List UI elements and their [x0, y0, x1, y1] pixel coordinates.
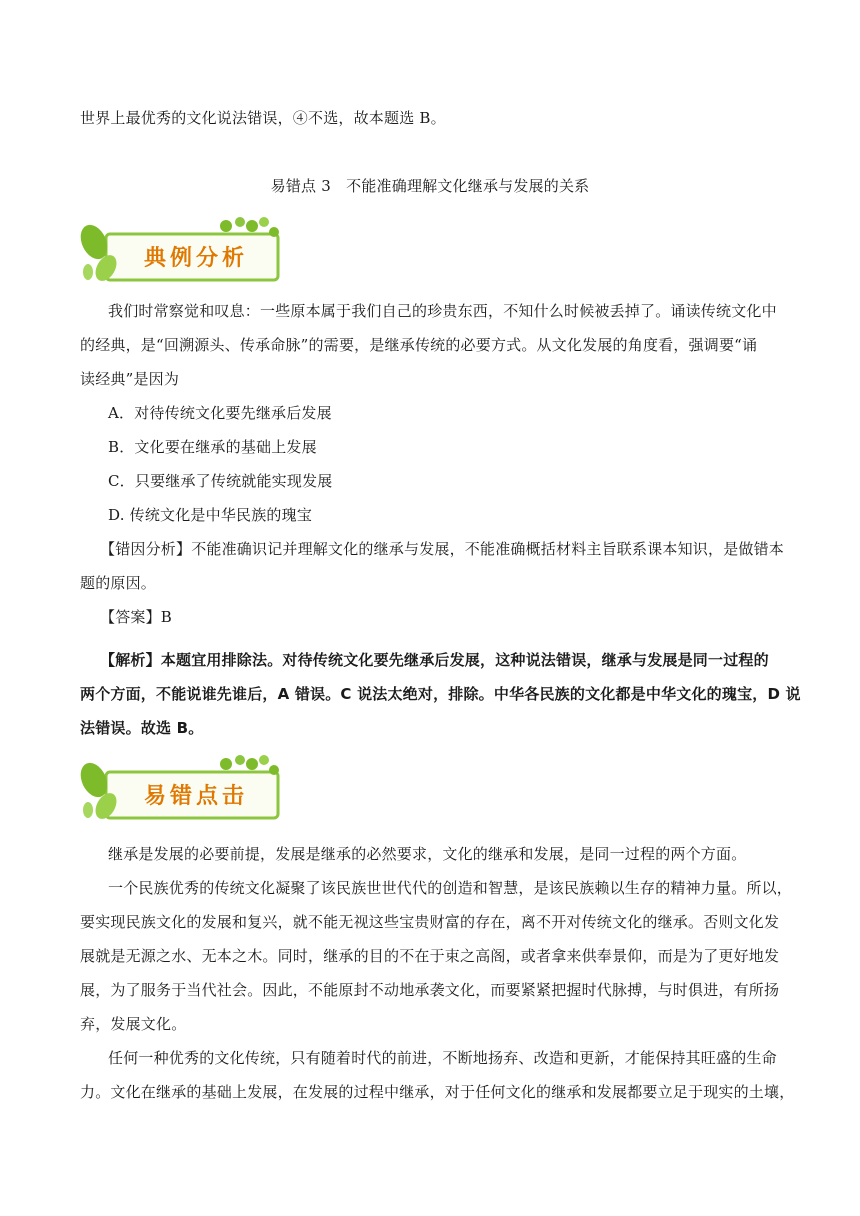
error-analysis-line: 【错因分析】不能准确识记并理解文化的继承与发展，不能准确概括材料主旨联系课本知识，是做错本	[100, 540, 785, 558]
option-b: B．文化要在继承的基础上发展	[108, 438, 317, 456]
error-prone-banner	[76, 750, 286, 826]
explanation-line: 法错误。故选 B。	[80, 719, 204, 737]
notes-line: 一个民族优秀的传统文化凝聚了该民族世世代代的创造和智慧，是该民族赖以生存的精神力量。所以，	[108, 879, 793, 897]
notes-line: 要实现民族文化的发展和复兴，就不能无视这些宝贵财富的存在，离不开对传统文化的继承。否则文化发	[80, 913, 780, 931]
option-a: A．对待传统文化要先继承后发展	[108, 404, 332, 422]
notes-line: 弃，发展文化。	[80, 1015, 187, 1033]
typical-example-banner	[76, 212, 286, 288]
option-d: D. 传统文化是中华民族的瑰宝	[108, 506, 313, 524]
continuation-text: 世界上最优秀的文化说法错误，④不选，故本题选 B。	[80, 109, 446, 127]
section-title: 易错点 3 不能准确理解文化继承与发展的关系	[270, 177, 590, 195]
notes-line: 力。文化在继承的基础上发展，在发展的过程中继承，对于任何文化的继承和发展都要立足于现实的土壤，	[80, 1083, 795, 1101]
answer: 【答案】B	[100, 608, 173, 626]
question-stem-line: 我们时常察觉和叹息：一些原本属于我们自己的珍贵东西，不知什么时候被丢掉了。诵读传统文化中	[108, 302, 777, 320]
explanation-line: 两个方面，不能说谁先谁后，A 错误。C 说法太绝对，排除。中华各民族的文化都是中华文化的瑰宝，D 说	[80, 685, 801, 703]
error-analysis-line: 题的原因。	[80, 574, 157, 592]
question-stem-line: 读经典”是因为	[80, 370, 180, 388]
explanation-line: 【解析】本题宜用排除法。对待传统文化要先继承后发展，这种说法错误，继承与发展是同一过程的	[100, 651, 769, 669]
option-c: C．只要继承了传统就能实现发展	[108, 472, 333, 490]
banner1-label: 典例分析	[143, 246, 249, 271]
notes-line: 任何一种优秀的文化传统，只有随着时代的前进，不断地扬弃、改造和更新，才能保持其旺盛的生命	[108, 1049, 777, 1067]
notes-line: 展就是无源之水、无本之木。同时，继承的目的不在于束之高阁，或者拿来供奉景仰，而是为了更好地发	[80, 947, 780, 965]
banner2-label: 易错点击	[143, 784, 249, 809]
question-stem-line: 的经典，是“回溯源头、传承命脉”的需要，是继承传统的必要方式。从文化发展的角度看，强调要“诵	[80, 336, 758, 354]
notes-line: 继承是发展的必要前提，发展是继承的必然要求，文化的继承和发展，是同一过程的两个方面。	[108, 845, 747, 863]
notes-line: 展，为了服务于当代社会。因此，不能原封不动地承袭文化，而要紧紧把握时代脉搏，与时俱进，有所扬	[80, 981, 780, 999]
